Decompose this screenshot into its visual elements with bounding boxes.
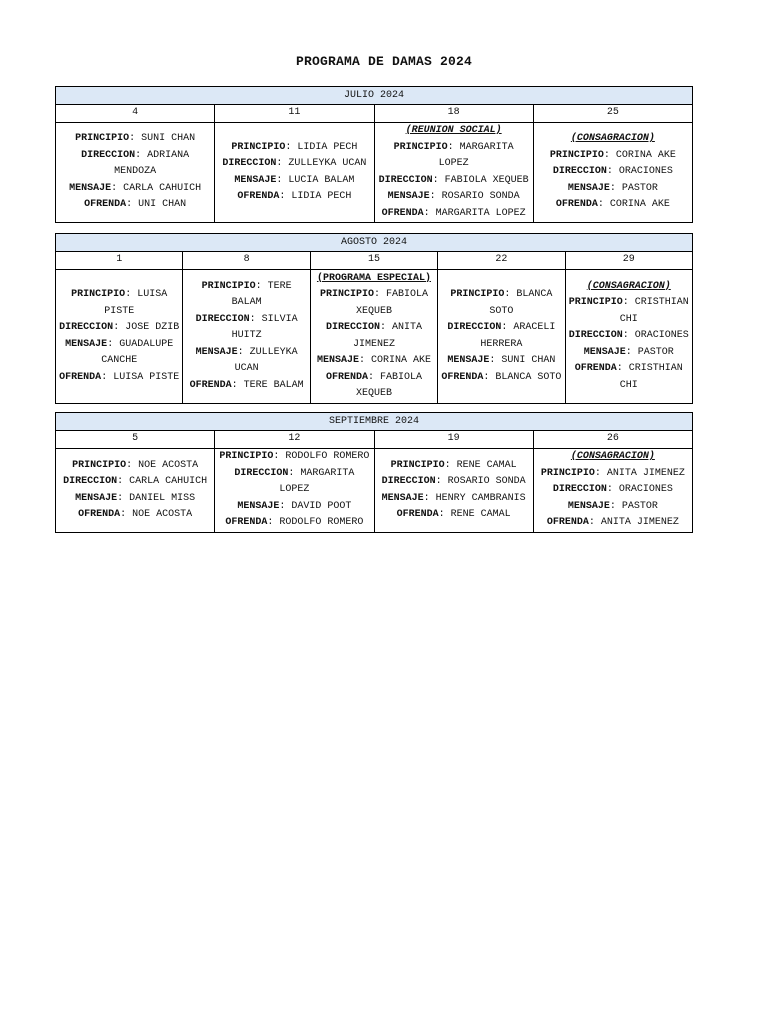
- page-title: PROGRAMA DE DAMAS 2024: [295, 54, 473, 69]
- event-note: (CONSAGRACION): [570, 451, 655, 463]
- direccion-line: DIRECCION: CARLA CAHUICH: [63, 476, 208, 487]
- schedule-cell: [183, 270, 310, 404]
- principio-line: PRINCIPIO: MARGARITA LOPEZ: [393, 141, 514, 169]
- schedule-cell: [374, 123, 533, 223]
- schedule-cell: [374, 449, 533, 533]
- principio-line: PRINCIPIO: TERE BALAM: [201, 280, 292, 309]
- mensaje-line: MENSAJE: CORINA AKE: [316, 355, 431, 366]
- principio-line: PRINCIPIO: CORINA AKE: [549, 149, 676, 161]
- mensaje-line: MENSAJE: DANIEL MISS: [75, 492, 196, 504]
- date-cell: 29: [565, 252, 692, 270]
- mensaje-line: MENSAJE: PASTOR: [567, 182, 658, 194]
- ofrenda-line: OFRENDA: NOE ACOSTA: [78, 509, 193, 520]
- event-note: (CONSAGRACION): [586, 280, 671, 292]
- mensaje-line: MENSAJE: CARLA CAHUICH: [69, 182, 202, 194]
- principio-line: PRINCIPIO: ANITA JIMENEZ: [540, 467, 685, 479]
- principio-line: PRINCIPIO: LUISA PISTE: [71, 289, 168, 317]
- principio-line: PRINCIPIO: NOE ACOSTA: [72, 459, 199, 471]
- schedule-cell: [533, 123, 692, 223]
- date-cell: 1: [56, 252, 183, 270]
- date-cell: 18: [374, 105, 533, 123]
- mensaje-line: MENSAJE: PASTOR: [567, 500, 658, 512]
- mensaje-line: MENSAJE: ZULLEYKA UCAN: [195, 346, 298, 375]
- ofrenda-line: OFRENDA: CORINA AKE: [555, 199, 670, 211]
- principio-line: PRINCIPIO: RODOLFO ROMERO: [219, 451, 370, 463]
- direccion-line: DIRECCION: ROSARIO SONDA: [381, 476, 526, 487]
- schedule-cell: [438, 270, 565, 404]
- ofrenda-line: OFRENDA: CRISTHIAN CHI: [574, 363, 683, 391]
- date-cell: 8: [183, 252, 310, 270]
- principio-line: PRINCIPIO: LIDIA PECH: [231, 141, 358, 153]
- date-cell: 15: [310, 252, 437, 270]
- date-cell: 22: [438, 252, 565, 270]
- ofrenda-line: OFRENDA: FABIOLA XEQUEB: [325, 371, 422, 399]
- schedule-cell: [565, 270, 692, 404]
- direccion-line: DIRECCION: ORACIONES: [552, 484, 673, 496]
- date-cell: 4: [56, 105, 215, 123]
- schedule-cell: [310, 270, 437, 404]
- ofrenda-line: OFRENDA: TERE BALAM: [189, 379, 304, 391]
- schedule-cell: [215, 449, 374, 533]
- schedule-cell: [215, 123, 374, 223]
- mensaje-line: MENSAJE: PASTOR: [583, 346, 674, 358]
- direccion-line: DIRECCION: SILVIA HUITZ: [195, 313, 298, 342]
- ofrenda-line: OFRENDA: BLANCA SOTO: [441, 371, 562, 383]
- direccion-line: DIRECCION: ARACELI HERRERA: [447, 322, 556, 350]
- ofrenda-line: OFRENDA: MARGARITA LOPEZ: [381, 207, 526, 219]
- schedule-cell: [56, 270, 183, 404]
- mensaje-line: MENSAJE: LUCIA BALAM: [234, 174, 355, 186]
- direccion-line: DIRECCION: ORACIONES: [568, 330, 689, 342]
- direccion-line: DIRECCION: ADRIANA MENDOZA: [81, 149, 190, 178]
- date-cell: 12: [215, 431, 374, 449]
- ofrenda-line: OFRENDA: UNI CHAN: [84, 199, 187, 211]
- month-header: AGOSTO 2024: [56, 234, 693, 252]
- mensaje-line: MENSAJE: GUADALUPE CANCHE: [65, 338, 174, 366]
- month-table-julio: [55, 86, 693, 223]
- date-cell: 5: [56, 431, 215, 449]
- principio-line: PRINCIPIO: SUNI CHAN: [75, 133, 196, 145]
- schedule-cell: [533, 449, 692, 533]
- principio-line: PRINCIPIO: FABIOLA XEQUEB: [319, 289, 428, 317]
- direccion-line: DIRECCION: ORACIONES: [552, 166, 673, 178]
- direccion-line: DIRECCION: ZULLEYKA UCAN: [222, 158, 367, 169]
- event-note: (REUNION SOCIAL): [405, 125, 502, 136]
- direccion-line: DIRECCION: JOSE DZIB: [59, 322, 180, 333]
- principio-line: PRINCIPIO: RENE CAMAL: [390, 459, 517, 471]
- principio-line: PRINCIPIO: CRISTHIAN CHI: [568, 297, 689, 325]
- month-table-agosto: [55, 233, 693, 404]
- date-cell: 11: [215, 105, 374, 123]
- mensaje-line: MENSAJE: HENRY CAMBRANIS: [381, 492, 526, 504]
- event-note: (CONSAGRACION): [570, 133, 655, 145]
- ofrenda-line: OFRENDA: RENE CAMAL: [396, 509, 511, 520]
- ofrenda-line: OFRENDA: LIDIA PECH: [237, 191, 352, 202]
- ofrenda-line: OFRENDA: LUISA PISTE: [59, 371, 180, 383]
- direccion-line: DIRECCION: ANITA JIMENEZ: [325, 322, 422, 350]
- schedule-cell: [56, 123, 215, 223]
- direccion-line: DIRECCION: FABIOLA XEQUEB: [378, 174, 529, 186]
- date-cell: 19: [374, 431, 533, 449]
- mensaje-line: MENSAJE: SUNI CHAN: [447, 355, 556, 366]
- mensaje-line: MENSAJE: ROSARIO SONDA: [387, 191, 520, 202]
- schedule-cell: [56, 449, 215, 533]
- month-header: SEPTIEMBRE 2024: [56, 413, 693, 431]
- date-cell: 25: [533, 105, 692, 123]
- month-header: JULIO 2024: [56, 87, 693, 105]
- date-cell: 26: [533, 431, 692, 449]
- principio-line: PRINCIPIO: BLANCA SOTO: [450, 289, 553, 317]
- event-note: (PROGRAMA ESPECIAL): [316, 272, 431, 284]
- month-table-septiembre: [55, 412, 693, 533]
- mensaje-line: MENSAJE: DAVID POOT: [237, 500, 352, 512]
- ofrenda-line: OFRENDA: ANITA JIMENEZ: [546, 517, 679, 529]
- ofrenda-line: OFRENDA: RODOLFO ROMERO: [225, 517, 364, 529]
- direccion-line: DIRECCION: MARGARITA LOPEZ: [234, 467, 355, 496]
